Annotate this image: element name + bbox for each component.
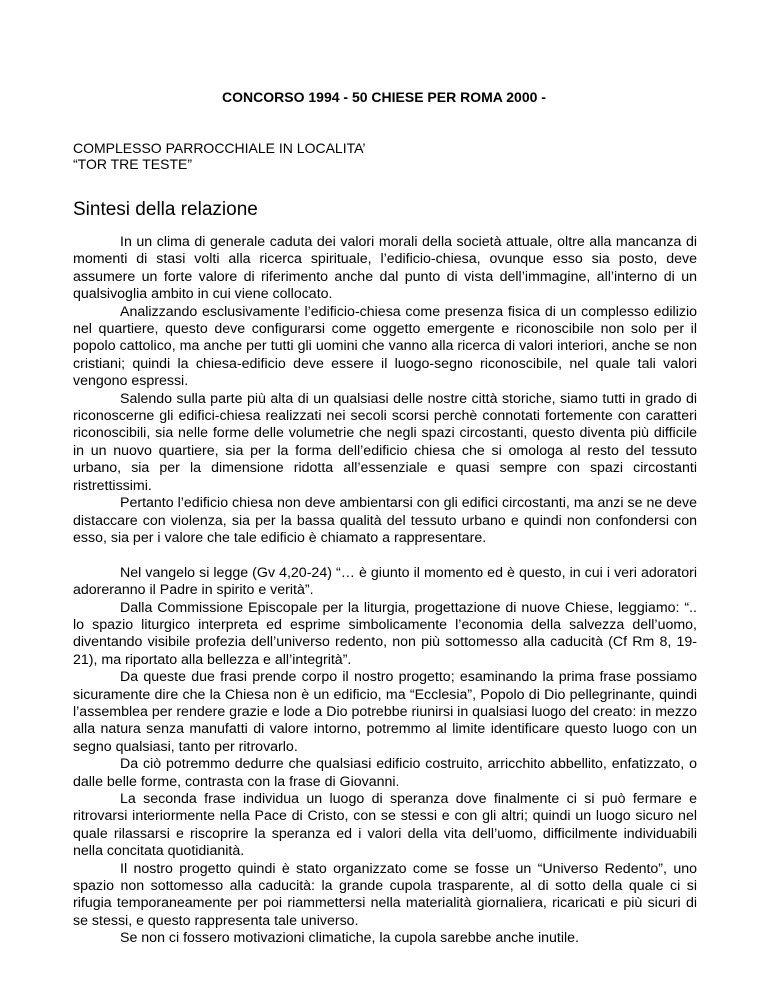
paragraph: Salendo sulla parte più alta di un qualsiasi delle nostre città storiche, siamo tutti in grado di riconoscerne gli edifici-chiesa realizzati nei secoli scorsi perchè connotati fortemente con caratteri riconoscibili, sia nelle forme delle volumetrie che negli spazi circostanti, questo diventa più difficile in un nuovo quartiere, sia per la forma dell’edificio chiesa che si omologa al resto del tessuto urbano, sia per la dimensione ridotta all’essenziale e quasi sempre con spazi circostanti ristrettissimi. <box>73 390 697 494</box>
paragraph: In un clima di generale caduta dei valori morali della società attuale, oltre alla mancanza di momenti di stasi volti alla ricerca spirituale, l’edificio-chiesa, ovunque esso sia posto, deve assumere un forte valore di riferimento anche dal punto di vista dell’immagine, all’interno di un qualsivoglia ambito in cui viene collocato. <box>73 234 697 303</box>
paragraph: Pertanto l’edificio chiesa non deve ambientarsi con gli edifici circostanti, ma anzi se ne deve distaccare con violenza, sia per la bassa qualità del tessuto urbano e quindi non confondersi con esso, sia per i valore che tale edificio è chiamato a rappresentare. <box>73 495 697 546</box>
paragraph: Il nostro progetto quindi è stato organizzato come se fosse un “Universo Redento”, uno spazio non sottomesso alla caducità: la grande cupola trasparente, al di sotto della quale ci si rifugia temporaneamente per poi riammettersi nella materialità giornaliera, ricaricati e più sicuri di se stessi, e questo rappresenta tale universo. <box>73 860 697 929</box>
location-line-2: “TOR TRE TESTE” <box>73 156 193 172</box>
location-line-1: COMPLESSO PARROCCHIALE IN LOCALITA’ <box>73 140 366 156</box>
paragraph: Da queste due frasi prende corpo il nostro progetto; esaminando la prima frase possiamo sicuramente dire che la Chiesa non è un edificio, ma “Ecclesia”, Popolo di Dio pellegrinante, quindi l’assemblea per rendere grazie e lode a Dio potrebbe riunirsi in qualsiasi luogo del creato: in mezzo alla natura senza manufatti di valore intorno, potremmo al limite identificare questo luogo con un segno qualsiasi, tanto per ritrovarlo. <box>73 669 697 755</box>
document-body <box>73 234 697 948</box>
paragraph: Da ciò potremmo dedurre che qualsiasi edificio costruito, arricchito abbellito, enfatizzato, o dalle belle forme, contrasta con la frase di Giovanni. <box>73 756 697 790</box>
project-location <box>73 140 366 172</box>
paragraph: Analizzando esclusivamente l’edificio-chiesa come presenza fisica di un complesso edilizio nel quartiere, questo deve configurarsi come oggetto emergente e riconoscibile non solo per il popolo cattolico, ma anche per tutti gli uomini che vanno alla ricerca di valori interiori, anche se non cristiani; quindi la chiesa-edificio deve essere il luogo-segno riconoscibile, nel quale tali valori vengono espressi. <box>73 303 697 390</box>
paragraph: Nel vangelo si legge (Gv 4,20-24) “… è giunto il momento ed è questo, in cui i veri adoratori adoreranno il Padre in spirito e verità”. <box>73 564 697 599</box>
paragraph: La seconda frase individua un luogo di speranza dove finalmente ci si può fermare e ritrovarsi interiormente nella Pace di Cristo, con se stessi e con gli altri; quindi un luogo sicuro nel quale rilassarsi e riscoprire la speranza ed i valori della vita dell’uomo, difficilmente individuabili nella concitata quotidianità. <box>73 790 697 860</box>
paragraph: Se non ci fossero motivazioni climatiche, la cupola sarebbe anche inutile. <box>120 930 579 947</box>
section-heading: Sintesi della relazione <box>73 199 258 220</box>
paragraph: Dalla Commissione Episcopale per la liturgia, progettazione di nuove Chiese, leggiamo: “.. lo spazio liturgico interpreta ed esprime simbolicamente l’economia della salvezza dell’uomo, diventando visibile profezia dell’universo redento, non più sottomesso alla caducità (Cf Rm 8, 19-21), ma riportato alla bellezza e all’integrità”. <box>73 599 697 668</box>
document-title: CONCORSO 1994 - 50 CHIESE PER ROMA 2000 - <box>222 89 546 105</box>
